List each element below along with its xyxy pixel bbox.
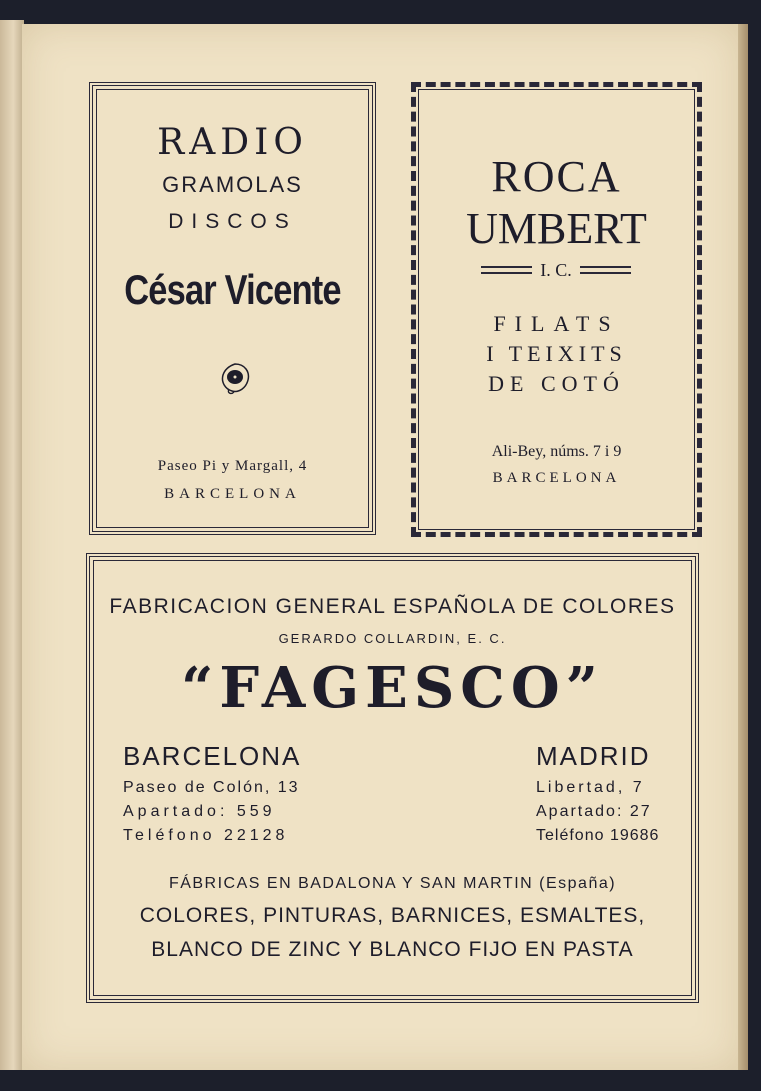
madrid-street: Libertad, 7 [536,779,645,796]
barcelona-apartado: Apartado: 559 [123,803,276,820]
ad-roca-suffix-row [481,259,631,281]
ad-roca-line-coto: DE COTÓ [488,371,625,396]
ad-fagesco-subheading: GERARDO COLLARDIN, E. C. [278,631,507,646]
madrid-telefono: Teléfono 19686 [536,827,660,844]
madrid-address-block [536,741,659,848]
ad-roca-umbert [411,82,702,537]
page [22,24,739,1070]
ad-fagesco-products-line1: COLORES, PINTURAS, BARNICES, ESMALTES, [139,904,646,927]
barcelona-city: BARCELONA [123,741,302,771]
ad-cesar-city: BARCELONA [164,486,301,502]
ad-fagesco-heading: FABRICACION GENERAL ESPAÑOLA DE COLORES [109,595,676,618]
ad-fagesco [86,553,699,1003]
ad-roca-city: BARCELONA [492,470,621,486]
barcelona-telefono: Teléfono 22128 [123,827,289,844]
ad-cesar-line-gramolas: GRAMOLAS [162,172,303,197]
ad-cesar-name: César Vicente [124,266,341,313]
record-logo-icon [217,360,253,396]
ad-roca-line-teixits: I TEIXITS [486,341,627,366]
ad-roca-line-filats: FILATS [493,311,620,336]
ad-cesar-vicente [89,82,376,535]
ad-cesar-line-discos: DISCOS [168,210,297,233]
ad-roca-suffix: I. C. [540,259,572,280]
ad-cesar-address: Paseo Pi y Margall, 4 [157,458,308,474]
page-edge [738,24,748,1070]
ad-roca-name1: ROCA [491,152,622,201]
book-spine [0,20,24,1070]
ad-cesar-line-radio: RADIO [157,122,308,163]
ad-roca-name2: UMBERT [466,204,647,253]
ad-fagesco-brand: “FAGESCO” [181,655,604,721]
double-rule-right [580,266,631,274]
double-rule-left [481,266,532,274]
barcelona-address-block [123,741,301,848]
ad-roca-address: Ali-Bey, núms. 7 i 9 [491,443,622,460]
madrid-city: MADRID [536,741,651,771]
madrid-apartado: Apartado: 27 [536,803,652,820]
barcelona-street: Paseo de Colón, 13 [123,779,300,796]
ad-fagesco-products-line2: BLANCO DE ZINC Y BLANCO FIJO EN PASTA [151,938,634,961]
ad-fagesco-factories: FÁBRICAS EN BADALONA Y SAN MARTIN (España) [168,875,617,892]
